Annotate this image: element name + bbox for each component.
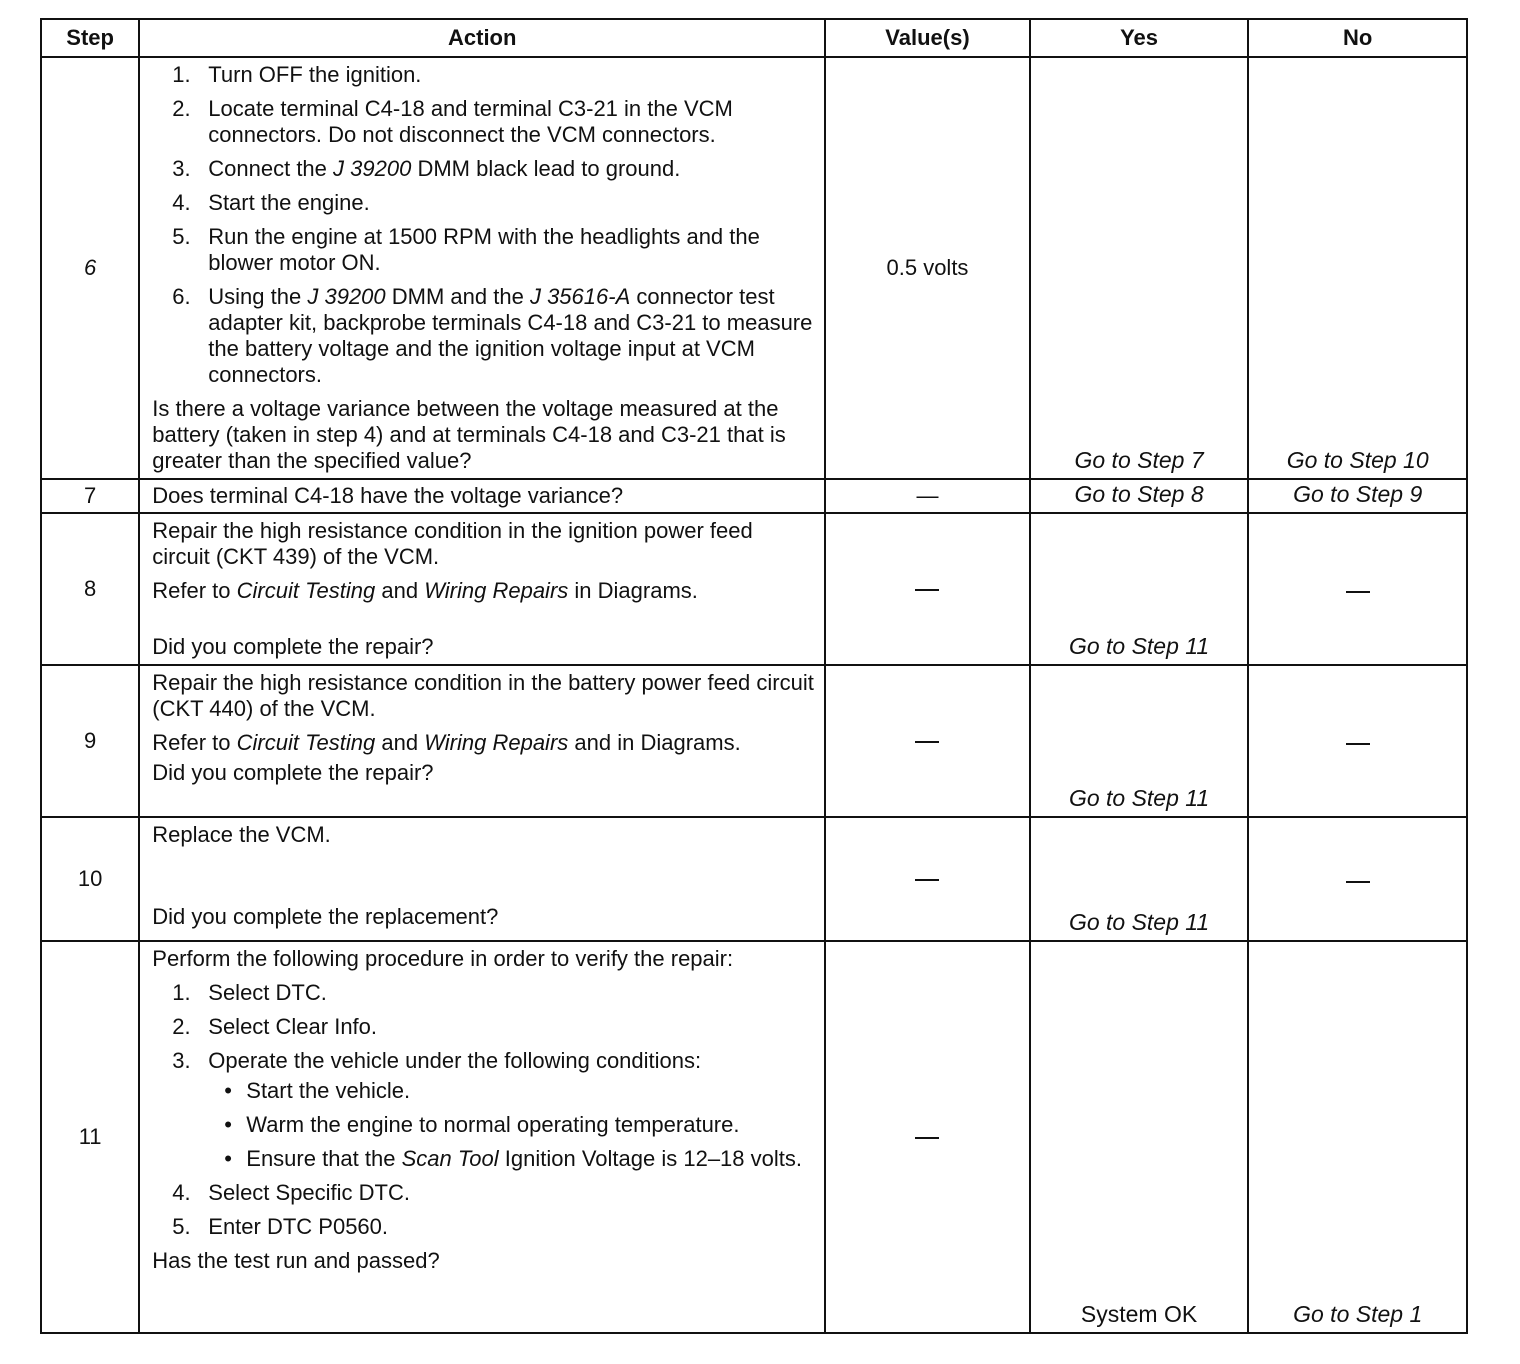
question: Did you complete the repair? [152,634,434,659]
header-step: Step [41,19,139,57]
list-item: 1. Turn OFF the ignition. [172,62,422,87]
question: Has the test run and passed? [152,1248,440,1273]
dash-mark [915,741,939,743]
goto-no: Go to Step 9 [1293,481,1423,507]
header-no: No [1248,19,1467,57]
yes-cell [1030,941,1249,1333]
list-item: 3. Connect the J 39200 DMM black lead to ground. [172,156,681,181]
yes-cell [1030,665,1249,817]
value-cell: 0.5 volts [825,57,1030,479]
list-item: 2. Select Clear Info. [172,1014,378,1039]
question: Is there a voltage variance between the voltage measured at the battery (taken in step 4) and at terminals C4-18 and C3-21 that is greater than the specified value? [152,396,786,473]
list-item: 1. Select DTC. [172,980,327,1005]
step-number: 10 [41,817,139,941]
header-row [41,19,1467,57]
goto-yes: Go to Step 11 [1068,909,1210,935]
no-cell [1248,513,1467,665]
question: Does terminal C4-18 have the voltage variance? [152,483,624,508]
header-action: Action [139,19,825,57]
action-cell [139,57,825,479]
table-row-step-7 [41,479,1467,513]
no-cell [1248,479,1467,513]
goto-no: Go to Step 10 [1286,447,1429,473]
dash-mark [915,589,939,591]
header-yes: Yes [1030,19,1249,57]
bullet-item: • Start the vehicle. [224,1078,411,1103]
list-item: 6. Using the J 39200 DMM and the J 35616-A connector test adapter kit, backprobe terminals C4-18 and C3-21 to measure the battery voltage and the ignition voltage input at VCM connectors. [172,284,813,387]
no-cell [1248,941,1467,1333]
goto-yes: Go to Step 7 [1074,447,1204,473]
step-number: 6 [41,57,139,479]
no-cell [1248,57,1467,479]
dash-mark [1346,743,1370,745]
value-cell [825,941,1030,1333]
value-cell [825,513,1030,665]
value-cell [825,665,1030,817]
dash-mark [1346,881,1370,883]
no-cell [1248,665,1467,817]
list-item: 5. Run the engine at 1500 RPM with the headlights and the blower motor ON. [172,224,760,275]
list-item: 4. Start the engine. [172,190,370,215]
dash-mark [1346,591,1370,593]
yes-cell [1030,513,1249,665]
dash-mark [915,1137,939,1139]
step-number: 11 [41,941,139,1333]
step-number: 9 [41,665,139,817]
goto-no: Go to Step 1 [1293,1301,1423,1327]
goto-yes: Go to Step 11 [1068,633,1210,659]
goto-yes: System OK [1080,1301,1198,1327]
tool-name: J 35616-A [529,284,631,309]
step-number: 7 [41,479,139,513]
question: Did you complete the repair? [152,760,434,785]
action-cell: Replace the VCM. Did you complete the replacement? [139,817,825,941]
value-cell: — [825,479,1030,513]
goto-yes: Go to Step 8 [1074,481,1204,507]
table-row-step-8 [41,513,1467,665]
goto-yes: Go to Step 11 [1068,785,1210,811]
bullet-item: • Warm the engine to normal operating temperature. [224,1112,740,1137]
no-cell [1248,817,1467,941]
list-item: 5. Enter DTC P0560. [172,1214,389,1239]
tool-name: J 39200 [333,156,412,181]
action-cell: Repair the high resistance condition in the battery power feed circuit (CKT 440) of the VCM. Refer to Circuit Testing and Wiring Repairs and in Diagrams. Did you complete the repair? [139,665,825,817]
table-row-step-10 [41,817,1467,941]
yes-cell [1030,817,1249,941]
list-item: 2. Locate terminal C4-18 and terminal C3-21 in the VCM connectors. Do not disconnect the VCM connectors. [172,96,733,147]
action-cell: Perform the following procedure in order to verify the repair: 1. Select DTC. 2. Select Clear Info. 3. Operate the vehicle under the following conditions: • Start the vehicle. • Warm the engine to normal operating temperature. • Ensure that the Scan Tool Ignition Voltage is 12–18 volts. 4. Select Specific DTC. 5. Enter DTC P0560. Has the test run and passed? [139,941,825,1333]
diagnostic-table [40,18,1468,1334]
list-item: 3. Operate the vehicle under the following conditions: • Start the vehicle. • Warm the engine to normal operating temperature. • Ensure that the Scan Tool Ignition Voltage is 12–18 volts. [152,1048,814,1172]
bullet-item: • Ensure that the Scan Tool Ignition Voltage is 12–18 volts. [224,1146,802,1171]
dash-mark [915,879,939,881]
table-row-step-9 [41,665,1467,817]
tool-name: J 39200 [307,284,386,309]
yes-cell [1030,57,1249,479]
action-cell [139,479,825,513]
yes-cell [1030,479,1249,513]
list-item: 4. Select Specific DTC. [172,1180,410,1205]
question: Did you complete the replacement? [152,904,499,929]
table-row-step-11 [41,941,1467,1333]
table-row-step-6 [41,57,1467,479]
step-number: 8 [41,513,139,665]
header-values: Value(s) [825,19,1030,57]
action-cell: Repair the high resistance condition in the ignition power feed circuit (CKT 439) of the VCM. Refer to Circuit Testing and Wiring Repairs in Diagrams. Did you complete the repair? [139,513,825,665]
value-cell [825,817,1030,941]
